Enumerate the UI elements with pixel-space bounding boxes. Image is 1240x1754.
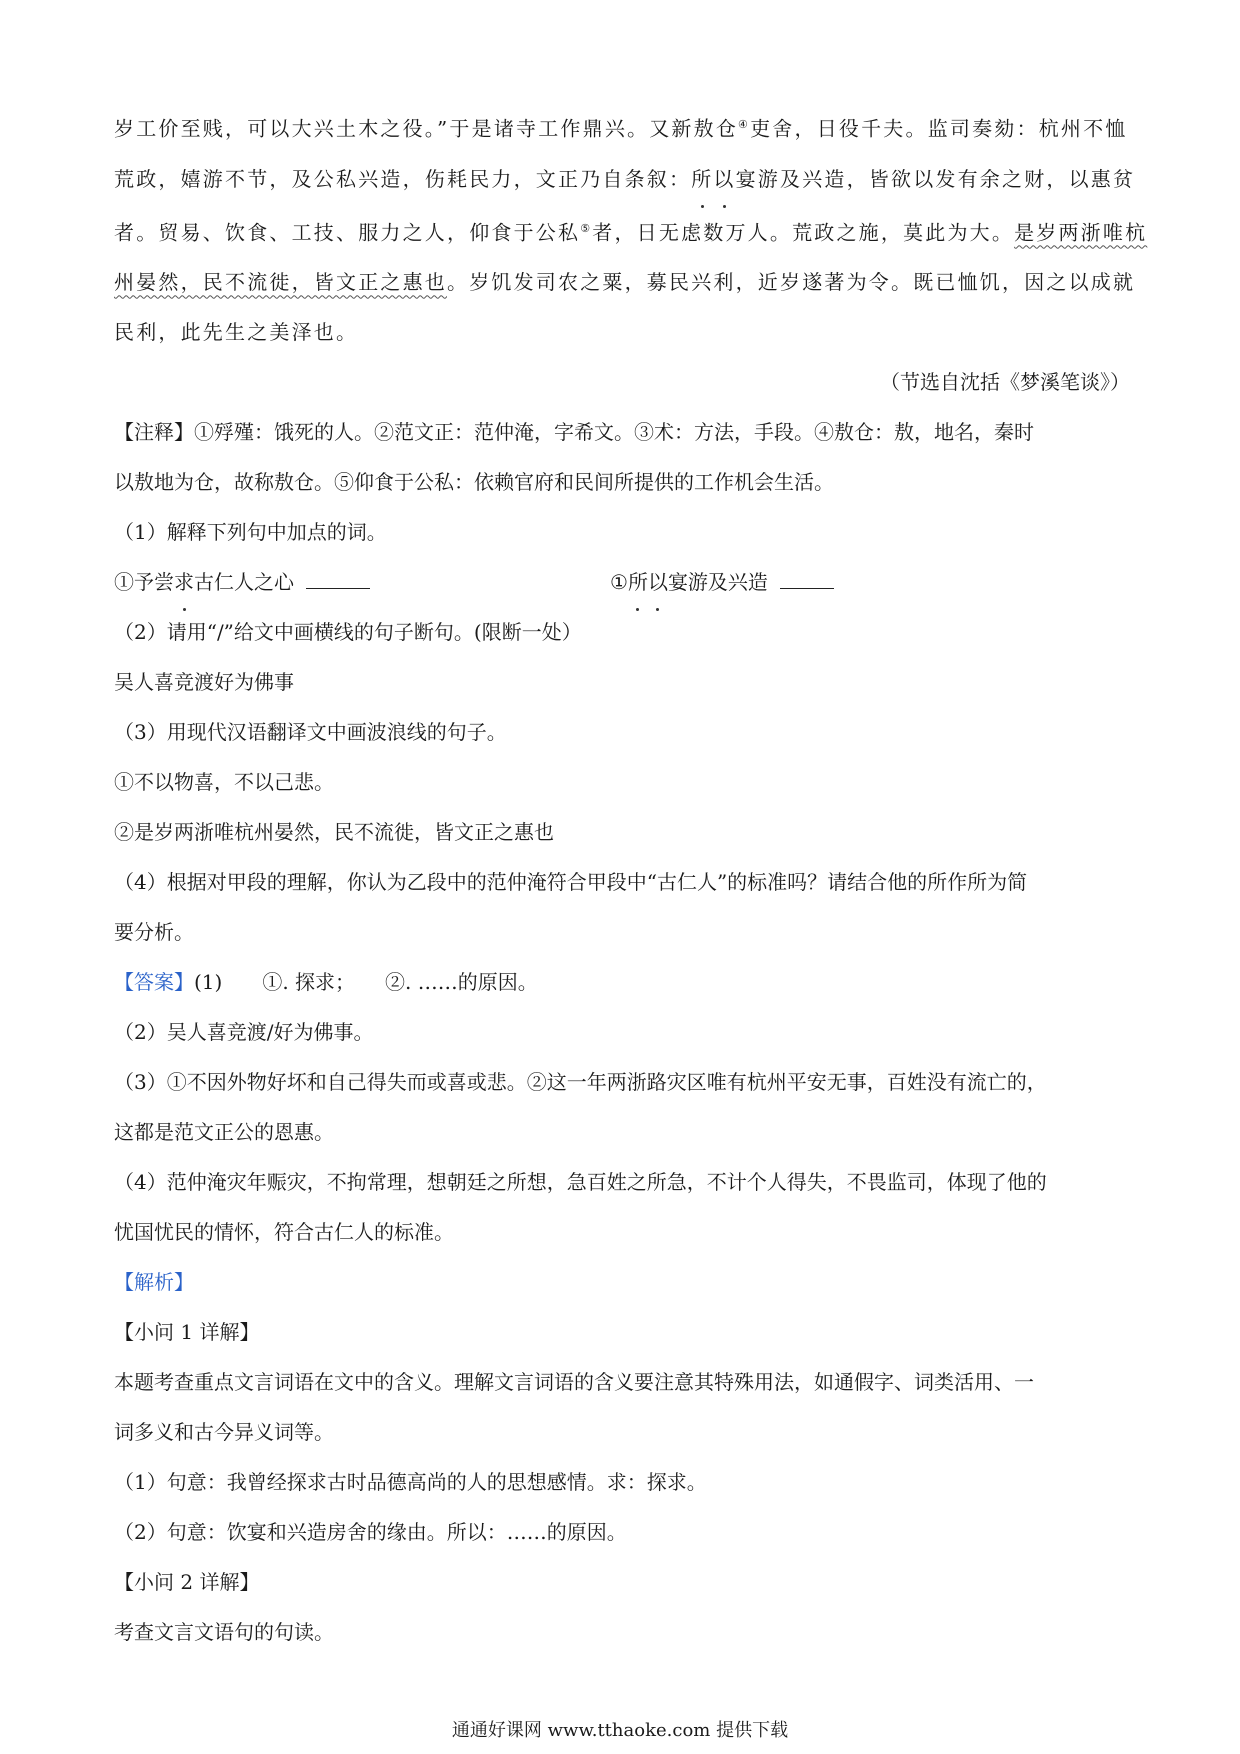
analysis-paragraph: 本题考查重点文言词语在文中的含义。理解文言词语的含义要注意其特殊用法，如通假字、词类活用、一 [114,1370,1034,1395]
passage-line: 荒政，嬉游不节，及公私兴造，伤耗民力，文正乃自条叙：所以宴游及兴造，皆欲以发有余之财，以惠贫 [114,154,1130,204]
classical-passage [114,100,1148,407]
analysis-paragraph: （2）句意：饮宴和兴造房舍的缘由。所以：……的原因。 [114,1520,627,1545]
question-4: 要分析。 [114,920,194,945]
questions [114,507,1130,957]
passage-line: 岁工价至贱，可以大兴土木之役。”于是诸寺工作鼎兴。又新敖仓④吏舍，日役千夫。监司奏劾：杭州不恤 [114,116,1128,141]
answer-label: 【答案】 [114,970,194,995]
analysis-section [114,1257,1130,1657]
question-2-text: 吴人喜竞渡好为佛事 [114,670,294,695]
dotted-char: 以 [648,557,668,607]
page-footer: 通通好课网 www.tthaoke.com 提供下载 [451,1720,789,1741]
question-4: （4）根据对甲段的理解，你认为乙段中的范仲淹符合甲段中“古仁人”的标准吗？请结合他的所作所为简 [114,870,1028,895]
answer-1: 【答案】(1) ①. 探求； ②. ……的原因。 [114,970,538,995]
question-1: （1）解释下列句中加点的词。 [114,520,387,545]
annotations [114,407,1130,507]
dotted-char: 以 [713,154,735,204]
sub-question-title: 【小问 1 详解】 [114,1320,260,1345]
question-3-item: ②是岁两浙唯杭州晏然，民不流徙，皆文正之惠也 [114,820,554,845]
dotted-char: 所 [691,154,713,204]
question-1-items: ①予尝求古仁人之心 ①所以宴游及兴造 [114,557,1130,607]
answer-4: 忧国忧民的情怀，符合古仁人的标准。 [114,1220,454,1245]
passage-source: （节选自沈括《梦溪笔谈》） [880,370,1130,395]
note-line: 以敖地为仓，故称敖仓。⑤仰食于公私：依赖官府和民间所提供的工作机会生活。 [114,470,834,495]
answer-blank[interactable] [306,570,370,589]
passage-line: 民利，此先生之美泽也。 [114,320,359,345]
question-2: （2）请用“/”给文中画横线的句子断句。(限断一处） [114,620,582,645]
wavy-underlined-sentence: 是岁两浙唯杭 [1014,220,1148,245]
sub-question-title: 【小问 2 详解】 [114,1570,260,1595]
answer-3: 这都是范文正公的恩惠。 [114,1120,334,1145]
analysis-label: 【解析】 [114,1270,194,1295]
analysis-paragraph: 考查文言文语句的句读。 [114,1620,334,1645]
document-page [114,100,1148,1657]
analysis-paragraph: （1）句意：我曾经探求古时品德高尚的人的思想感情。求：探求。 [114,1470,707,1495]
answer-section [114,957,1130,1257]
dotted-char: 求 [174,557,194,607]
passage-line: 者。贸易、饮食、工技、服力之人，仰食于公私⑤者，日无虑数万人。荒政之施，莫此为大。是岁两浙唯杭 [114,220,1148,245]
answer-blank[interactable] [780,570,834,589]
answer-4: （4）范仲淹灾年赈灾，不拘常理，想朝廷之所想，急百姓之所急，不计个人得失，不畏监司，体现了他的 [114,1170,1047,1195]
wavy-underlined-sentence: 州晏然，民不流徙，皆文正之惠也 [114,270,447,295]
question-3-item: ①不以物喜，不以己悲。 [114,770,334,795]
answer-2: （2）吴人喜竞渡/好为佛事。 [114,1020,374,1045]
question-3: （3）用现代汉语翻译文中画波浪线的句子。 [114,720,507,745]
note-line: 【注释】①殍殣：饿死的人。②范文正：范仲淹，字希文。③术：方法，手段。④敖仓：敖，地名，秦时 [114,420,1034,445]
dotted-char: 所 [628,557,648,607]
answer-3: （3）①不因外物好坏和自己得失而或喜或悲。②这一年两浙路灾区唯有杭州平安无事，百姓没有流亡的， [114,1070,1047,1095]
passage-line: 州晏然，民不流徙，皆文正之惠也。岁饥发司农之粟，募民兴利，近岁遂著为令。既已恤饥，因之以成就 [114,270,1136,295]
analysis-paragraph: 词多义和古今异义词等。 [114,1420,334,1445]
